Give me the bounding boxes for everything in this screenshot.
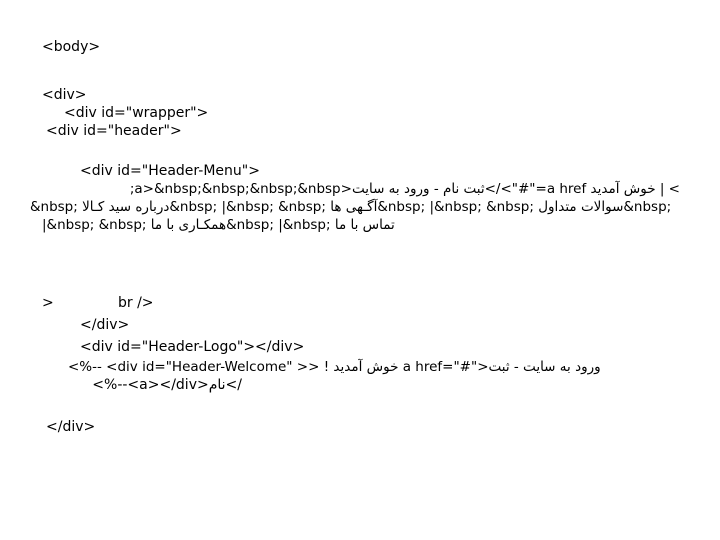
code-line-body-open: <body>	[42, 39, 101, 55]
code-line-header-logo: <div id="Header-Logo"></div>	[80, 339, 305, 355]
code-line-welcome-comment-end: />نام<a></div>--%>	[92, 377, 242, 393]
code-line-welcome-comment: <%-- <div id="Header-Welcome" >> ! خوش آمدید a href="#">ورود به سایت - ثبت	[68, 359, 601, 375]
code-line-menu-items: &nbsp; درباره سید کـالا&nbsp; |&nbsp; &nbsp; آگـهی ها&nbsp; |&nbsp; &nbsp; سوالات متداول&nbsp;	[30, 199, 672, 215]
code-line-div-close-1: </div>	[80, 317, 130, 333]
code-line-menu-links: > | خوش آمدید a href="#">/>ثبت نام - ورود به سایت<a>&nbsp;&nbsp;&nbsp;&nbsp;	[129, 181, 680, 197]
code-line-div-close-2: </div>	[46, 419, 96, 435]
code-line-div-open: <div>	[42, 87, 87, 103]
code-line-header-div: <div id="header">	[46, 123, 182, 139]
code-line-wrapper-div: <div id="wrapper">	[64, 105, 209, 121]
code-line-br: br />	[118, 295, 154, 311]
code-line-gt: >	[42, 295, 54, 311]
code-line-menu-contact: |&nbsp; &nbsp; همکـاری با ما&nbsp; |&nbsp; تماس با ما	[42, 217, 395, 233]
code-line-header-menu-div: <div id="Header-Menu">	[80, 163, 260, 179]
